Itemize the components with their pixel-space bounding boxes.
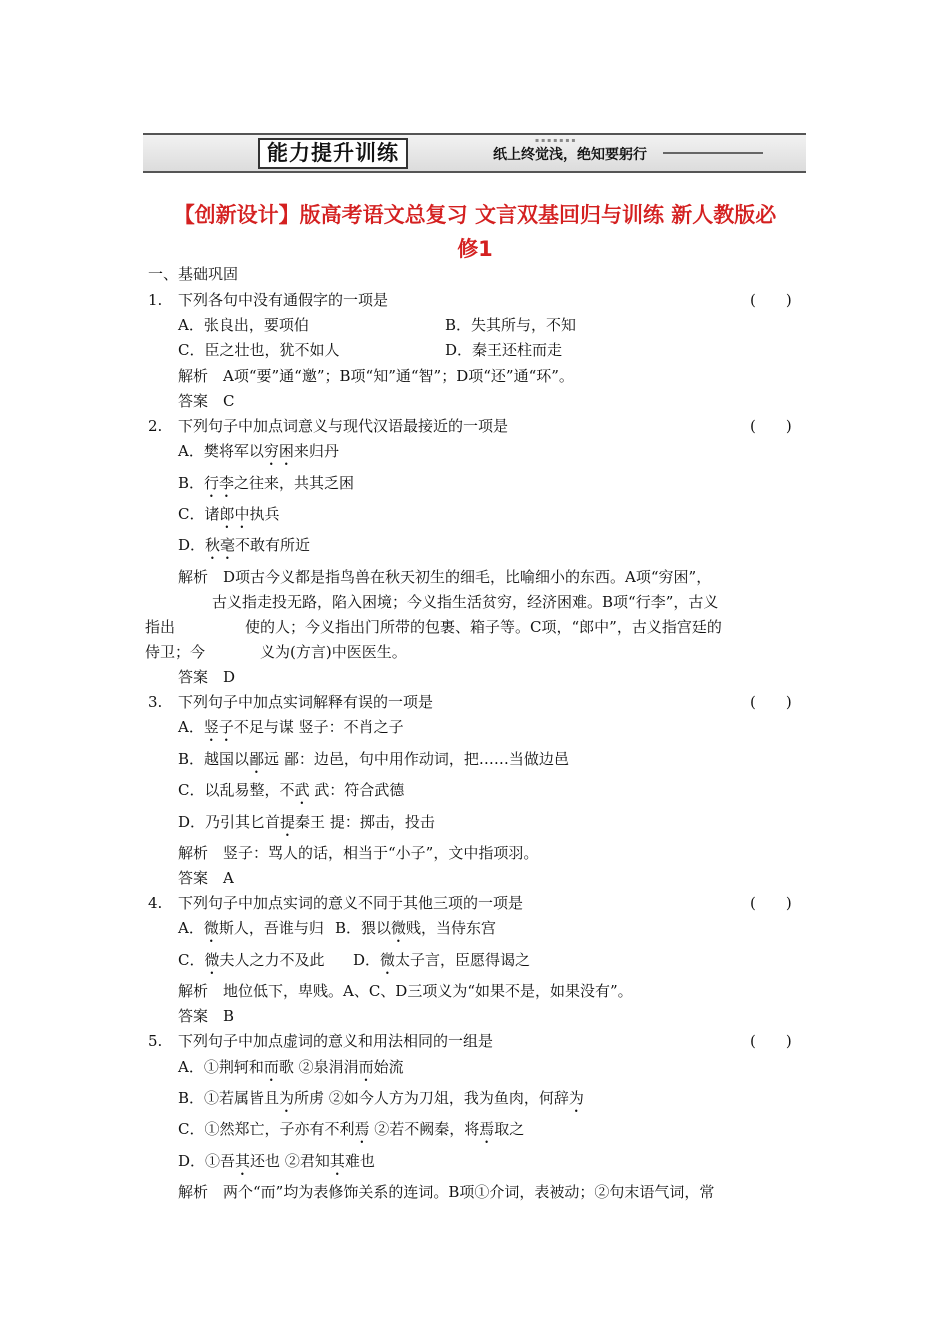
banner-line-decoration: [663, 152, 763, 154]
dotted-word: 穷困: [263, 442, 294, 460]
q3-answer-paren: ( ): [750, 693, 792, 711]
title-line-1: 【创新设计】版高考语文总复习 文言双基回归与训练 新人教版必: [173, 203, 777, 227]
text: B．猥以: [335, 919, 392, 937]
q1-option-c: C．臣之壮也，犹不如人: [178, 341, 340, 359]
dotted-word: 微: [203, 919, 219, 937]
text: 还也 ②君知: [250, 1152, 330, 1170]
text: B．①若属皆且: [178, 1089, 280, 1107]
q2-analysis-line4b: 义为(方言)中医医生。: [260, 643, 407, 661]
q3-option-b: [178, 749, 569, 777]
q2-option-c: [178, 504, 280, 532]
q5-option-c: [178, 1119, 524, 1147]
text: ②若不阙秦，将: [369, 1120, 480, 1138]
q2-number: 2.: [148, 417, 163, 435]
text: A．樊将军以: [178, 442, 264, 460]
text: D．: [178, 536, 206, 554]
q2-analysis-line2: 古义指走投无路，陷入困境；今义指生活贫穷，经济困难。B项“行李”，古义: [212, 593, 719, 611]
text: 夫人之力不及此: [219, 951, 325, 969]
dotted-word: 而: [263, 1058, 279, 1076]
q1-answer: 答案 C: [178, 392, 235, 410]
q5-answer-paren: ( ): [750, 1032, 792, 1050]
q3-option-a: [178, 717, 404, 745]
text: 远 鄙：边邑，句中用作动词，把……当做边邑: [264, 750, 569, 768]
text: B．: [178, 474, 205, 492]
text: 歌 ②泉涓涓: [278, 1058, 359, 1076]
dotted-word: 为: [279, 1089, 295, 1107]
q3-analysis: 解析 竖子：骂人的话，相当于“小子”，文中指项羽。: [178, 844, 539, 862]
dotted-word: 而: [358, 1058, 374, 1076]
banner-label: 能力提升训练: [258, 138, 408, 169]
text: C．诸: [178, 505, 220, 523]
text: 来归丹: [293, 442, 339, 460]
q4-option-a: [178, 918, 324, 946]
text: 贱，当侍东宫: [406, 919, 497, 937]
q3-number: 3.: [148, 693, 163, 711]
q2-option-d: [178, 535, 310, 563]
dotted-word: 秋毫: [205, 536, 236, 554]
q5-number: 5.: [148, 1032, 163, 1050]
q4-answer-paren: ( ): [750, 894, 792, 912]
dotted-word: 鄙: [249, 750, 265, 768]
text: 秦王 提：掷击，投击: [295, 813, 435, 831]
text: 取之: [494, 1120, 525, 1138]
q4-number: 4.: [148, 894, 163, 912]
q3-answer: 答案 A: [178, 869, 234, 887]
text: A．: [178, 718, 204, 736]
q1-option-b: B．失其所与，不知: [445, 316, 577, 334]
text: C．以乱易整，不: [178, 781, 295, 799]
q4-option-d: [353, 950, 530, 978]
dotted-word: 焉: [354, 1120, 370, 1138]
dotted-word: 其: [235, 1152, 251, 1170]
section-heading: 一、基础巩固: [148, 265, 239, 283]
q1-answer-paren: ( ): [750, 291, 792, 309]
text: 所虏 ②如今人方为刀俎，我为鱼肉，何辞: [294, 1089, 569, 1107]
dotted-word: 郎中: [219, 505, 250, 523]
q4-answer: 答案 B: [178, 1007, 235, 1025]
text: C．①然郑亡，子亦有不利: [178, 1120, 355, 1138]
dotted-word: 其: [329, 1152, 345, 1170]
dotted-word: 微: [391, 919, 407, 937]
q3-option-c: [178, 780, 404, 808]
q4-stem: 下列句子中加点实词的意义不同于其他三项的一项是: [178, 894, 524, 912]
text: 始流: [373, 1058, 404, 1076]
q2-answer-paren: ( ): [750, 417, 792, 435]
q4-option-c: [178, 950, 325, 978]
q1-number: 1.: [148, 291, 163, 309]
text: A．①荆轲和: [178, 1058, 264, 1076]
text: D．①吾: [178, 1152, 236, 1170]
text: B．越国以: [178, 750, 250, 768]
q4-analysis: 解析 地位低下，卑贱。A、C、D三项义为“如果不是，如果没有”。: [178, 982, 633, 1000]
q5-option-b: [178, 1088, 584, 1116]
text: 之往来，共其乏困: [234, 474, 355, 492]
q2-stem: 下列句子中加点词意义与现代汉语最接近的一项是: [178, 417, 509, 435]
q2-option-a: [178, 441, 339, 469]
q1-stem: 下列各句中没有通假字的一项是: [178, 291, 389, 309]
banner: [143, 133, 806, 173]
q2-analysis-line1: 解析 D项古今义都是指鸟兽在秋天初生的细毛，比喻细小的东西。A项“穷困”，: [178, 568, 712, 586]
text: D．: [353, 951, 381, 969]
q3-option-d: [178, 812, 435, 840]
text: 执兵: [249, 505, 280, 523]
q5-option-a: [178, 1057, 404, 1085]
dotted-word: 竖子: [203, 718, 234, 736]
text: D．乃引其匕首: [178, 813, 281, 831]
q2-analysis-line3b: 使的人；今义指出门所带的包裹、箱子等。C项，“郎中”，古义指宫廷的: [245, 618, 722, 636]
q5-option-d: [178, 1151, 375, 1179]
dotted-word: 微: [380, 951, 396, 969]
text: 难也: [344, 1152, 375, 1170]
q2-answer: 答案 D: [178, 668, 236, 686]
q5-analysis: 解析 两个“而”均为表修饰关系的连词。B项①介词，表被动；②句末语气词，常: [178, 1183, 715, 1201]
text: 不足与谋 竖子：不肖之子: [233, 718, 404, 736]
q2-analysis-line4a: 侍卫；今: [145, 643, 206, 661]
dotted-word: 提: [280, 813, 296, 831]
q2-analysis-line3a: 指出: [145, 618, 176, 636]
banner-slogan: 纸上终觉浅，绝知要躬行: [493, 147, 647, 163]
title-line-2: 修1: [457, 237, 493, 261]
text: 不敢有所近: [235, 536, 311, 554]
q5-stem: 下列句子中加点虚词的意义和用法相同的一组是: [178, 1032, 494, 1050]
dotted-word: 焉: [479, 1120, 495, 1138]
q3-stem: 下列句子中加点实词解释有误的一项是: [178, 693, 434, 711]
q1-analysis: 解析 A项“要”通“邀”；B项“知”通“智”；D项“还”通“环”。: [178, 367, 574, 385]
text: 斯人，吾谁与归: [218, 919, 324, 937]
text: C．: [178, 951, 205, 969]
banner-dots-decoration: ▪▪▪▪▪▪▪: [535, 137, 578, 144]
text: 武：符合武德: [309, 781, 405, 799]
dotted-word: 行李: [204, 474, 235, 492]
text: A．: [178, 919, 204, 937]
dotted-word: 武: [294, 781, 310, 799]
q1-option-a: A．张良出，要项伯: [178, 316, 309, 334]
text: 太子言，臣愿得谒之: [395, 951, 531, 969]
dotted-word: 微: [204, 951, 220, 969]
q2-option-b: [178, 473, 354, 501]
dotted-word: 为: [568, 1089, 584, 1107]
q1-option-d: D．秦王还柱而走: [445, 341, 563, 359]
q4-option-b: [335, 918, 496, 946]
page-title: [143, 198, 807, 266]
